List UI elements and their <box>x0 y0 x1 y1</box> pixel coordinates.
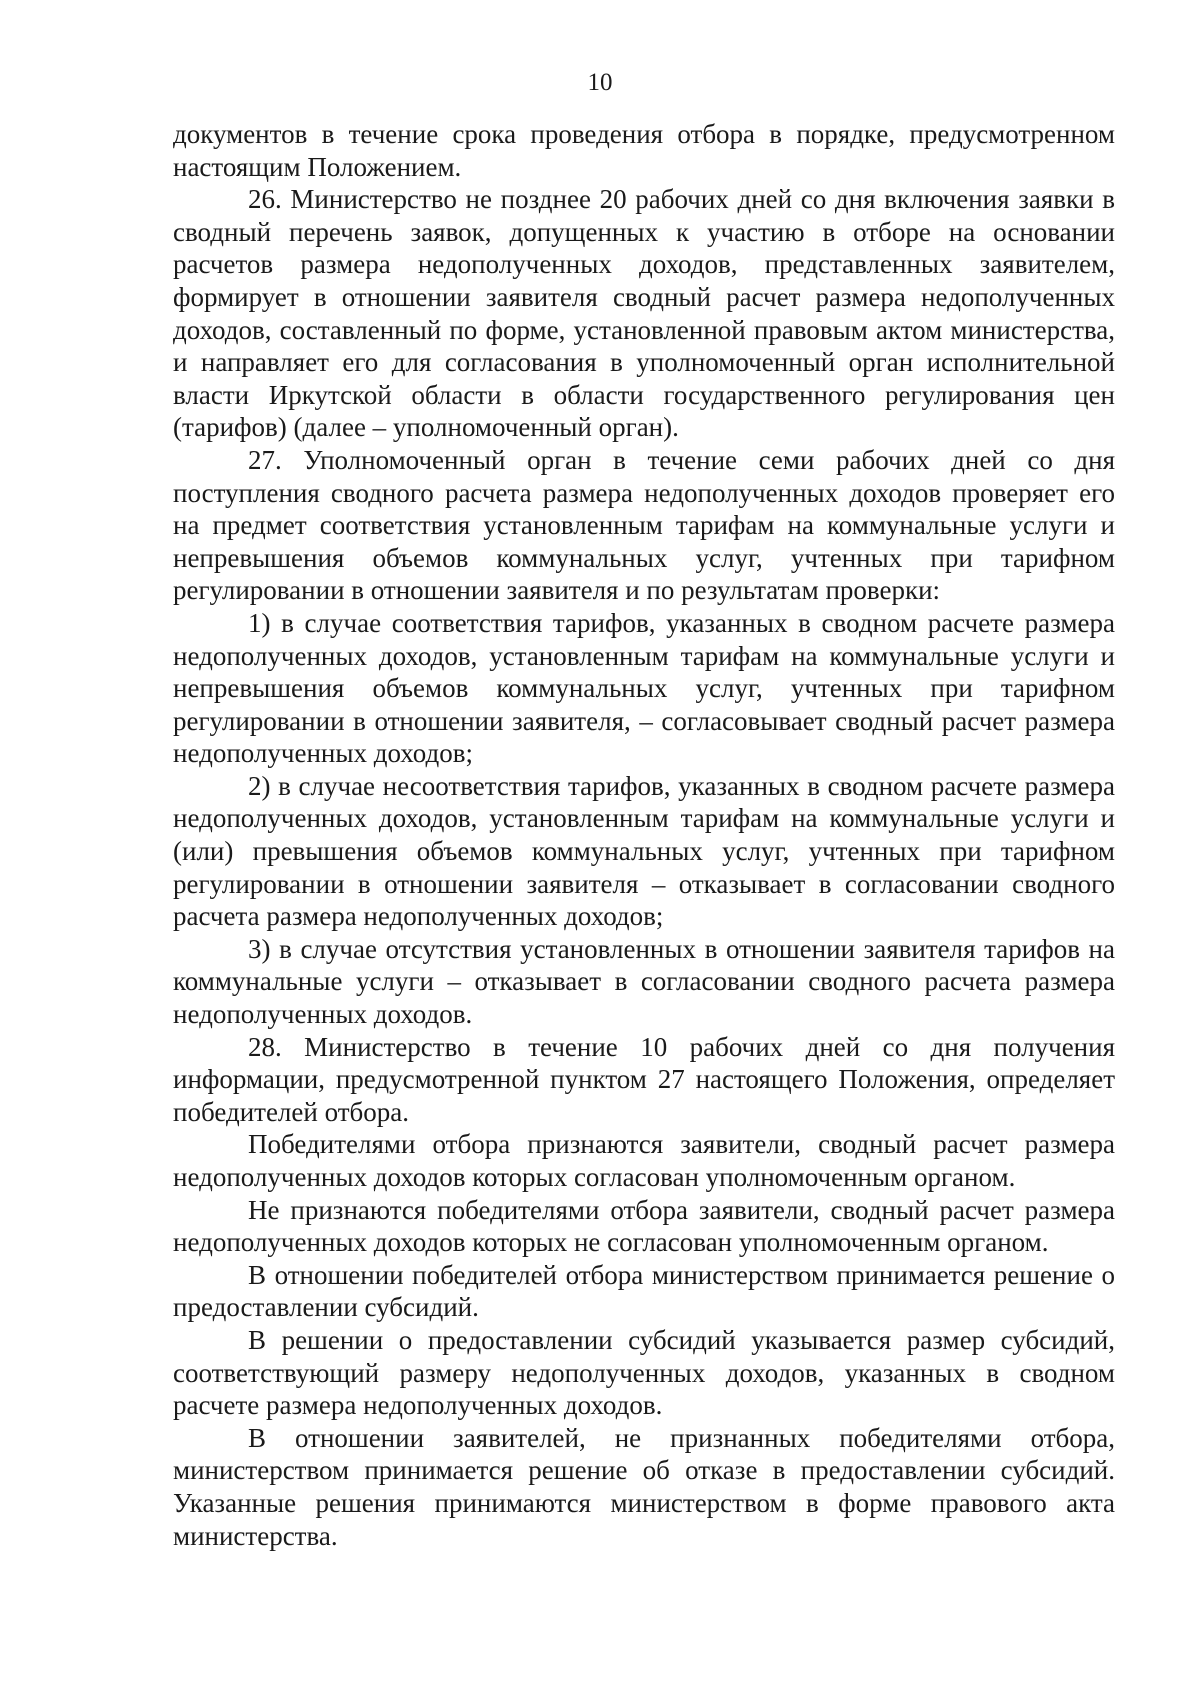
document-body <box>173 118 1115 1552</box>
paragraph-non-winners: Не признаются победителями отбора заявители, сводный расчет размера недополученных доходов которых не согласован уполномоченным органом. <box>173 1194 1115 1258</box>
paragraph-winners: Победителями отбора признаются заявители, сводный расчет размера недополученных доходов которых согласован уполномоченным органом. <box>173 1129 1115 1192</box>
paragraph-subsidy-size: В решении о предоставлении субсидий указывается размер субсидий, соответствующий размеру недополученных доходов, указанных в сводном расчете размера недополученных доходов. <box>173 1324 1115 1421</box>
paragraph-decision: В отношении победителей отбора министерством принимается решение о предоставлении субсидий. <box>173 1259 1115 1323</box>
paragraph-subitem-1: 1) в случае соответствия тарифов, указанных в сводном расчете размера недополученных доходов, установленным тарифам на коммунальные услуги и непревышения объемов коммунальных услуг, учтенных при тарифном регулировании в отношении заявителя, – согласовывает сводный расчет размера недополученных доходов; <box>173 607 1115 769</box>
paragraph-item-27: 27. Уполномоченный орган в течение семи рабочих дней со дня поступления сводного расчета размера недополученных доходов проверяет его на предмет соответствия установленным тарифам на коммунальные услуги и непревышения объемов коммунальных услуг, учтенных при тарифном регулировании в отношении заявителя и по результатам проверки: <box>173 444 1115 606</box>
paragraph-refusal: В отношении заявителей, не признанных победителями отбора, министерством принимается решение об отказе в предоставлении субсидий. Указанные решения принимаются министерством в форме правового акта министерства. <box>173 1422 1115 1551</box>
paragraph-subitem-2: 2) в случае несоответствия тарифов, указанных в сводном расчете размера недополученных доходов, установленным тарифам на коммунальные услуги и (или) превышения объемов коммунальных услуг, учтенных при тарифном регулировании в отношении заявителя – отказывает в согласовании сводного расчета размера недополученных доходов; <box>173 770 1115 932</box>
paragraph-subitem-3: 3) в случае отсутствия установленных в отношении заявителя тарифов на коммунальные услуги – отказывает в согласовании сводного расчета размера недополученных доходов. <box>173 933 1115 1030</box>
page-number: 10 <box>587 69 613 96</box>
paragraph-continuation: документов в течение срока проведения отбора в порядке, предусмотренном настоящим Положением. <box>173 119 1115 182</box>
paragraph-item-28: 28. Министерство в течение 10 рабочих дней со дня получения информации, предусмотренной пунктом 27 настоящего Положения, определяет победителей отбора. <box>173 1031 1115 1127</box>
paragraph-item-26: 26. Министерство не позднее 20 рабочих дней со дня включения заявки в сводный перечень заявок, допущенных к участию в отборе на основании расчетов размера недополученных доходов, представленных заявителем, формирует в отношении заявителя сводный расчет размера недополученных доходов, составленный по форме, установленной правовым актом министерства, и направляет его для согласования в уполномоченный орган исполнительной власти Иркутской области в области государственного регулирования цен (тарифов) (далее – уполномоченный орган). <box>173 184 1115 443</box>
